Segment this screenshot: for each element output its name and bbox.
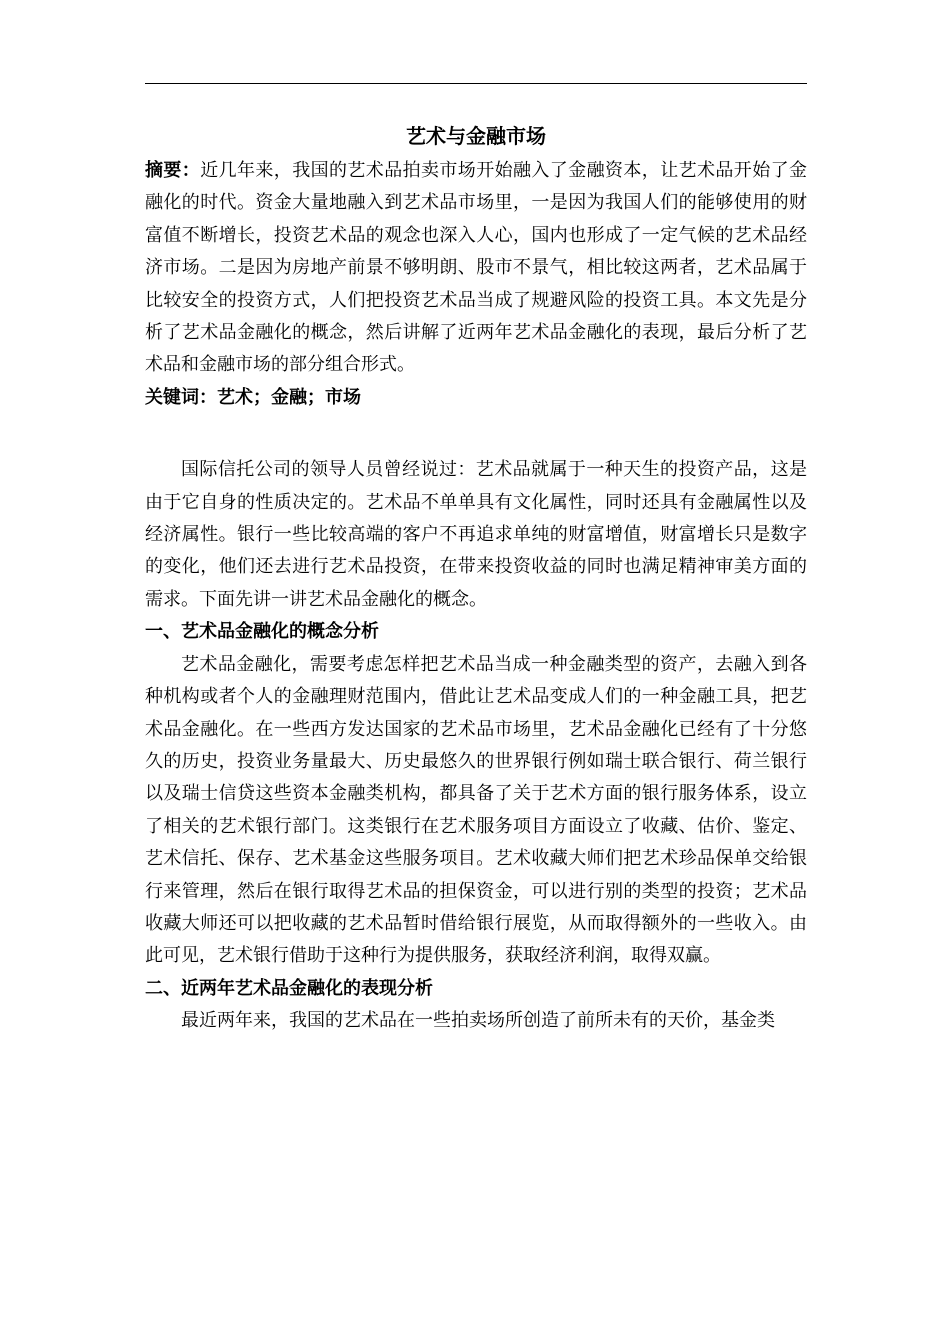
section-paragraph-2: 最近两年来，我国的艺术品在一些拍卖场所创造了前所未有的天价，基金类 (181, 1010, 775, 1032)
abstract-paragraph (145, 155, 807, 382)
intro-paragraph: 国际信托公司的领导人员曾经说过：艺术品就属于一种天生的投资产品，这是由于它自身的性质决定的。艺术品不单单具有文化属性，同时还具有金融属性以及经济属性。银行一些比较高端的客户不再追求单纯的财富增值，财富增长只是数字的变化，他们还去进行艺术品投资，在带来投资收益的同时也满足精神审美方面的需求。下面先讲一讲艺术品金融化的概念。 (145, 459, 807, 610)
document-body (145, 113, 807, 1038)
document-title: 艺术与金融市场 (406, 124, 546, 148)
abstract-label: 摘要： (145, 160, 201, 181)
section-heading-2: 二、近两年艺术品金融化的表现分析 (145, 977, 433, 999)
keywords-line (145, 382, 807, 414)
keywords-text: 艺术；金融；市场 (217, 386, 361, 408)
section-paragraph-1: 艺术品金融化，需要考虑怎样把艺术品当成一种金融类型的资产，去融入到各种机构或者个人的金融理财范围内，借此让艺术品变成人们的一种金融工具，把艺术品金融化。在一些西方发达国家的艺术品市场里，艺术品金融化已经有了十分悠久的历史，投资业务量最大、历史最悠久的世界银行例如瑞士联合银行、荷兰银行以及瑞士信贷这些资本金融类机构，都具备了关于艺术方面的银行服务体系，设立了相关的艺术银行部门。这类银行在艺术服务项目方面设立了收藏、估价、鉴定、艺术信托、保存、艺术基金这些服务项目。艺术收藏大师们把艺术珍品保单交给银行来管理，然后在银行取得艺术品的担保资金，可以进行别的类型的投资；艺术品收藏大师还可以把收藏的艺术品暂时借给银行展览，从而取得额外的一些收入。由此可见，艺术银行借助于这种行为提供服务，获取经济利润，取得双赢。 (145, 653, 807, 967)
header-rule (145, 83, 807, 84)
section-heading-1: 一、艺术品金融化的概念分析 (145, 621, 379, 643)
paragraph-spacer (145, 414, 807, 454)
keywords-label: 关键词： (145, 386, 217, 408)
abstract-text: 近几年来，我国的艺术品拍卖市场开始融入了金融资本，让艺术品开始了金融化的时代。资金大量地融入到艺术品市场里，一是因为我国人们的能够使用的财富值不断增长，投资艺术品的观念也深入人心，国内也形成了一定气候的艺术品经济市场。二是因为房地产前景不够明朗、股市不景气，相比较这两者，艺术品属于比较安全的投资方式，人们把投资艺术品当成了规避风险的投资工具。本文先是分析了艺术品金融化的概念，然后讲解了近两年艺术品金融化的表现，最后分析了艺术品和金融市场的部分组合形式。 (145, 160, 807, 376)
